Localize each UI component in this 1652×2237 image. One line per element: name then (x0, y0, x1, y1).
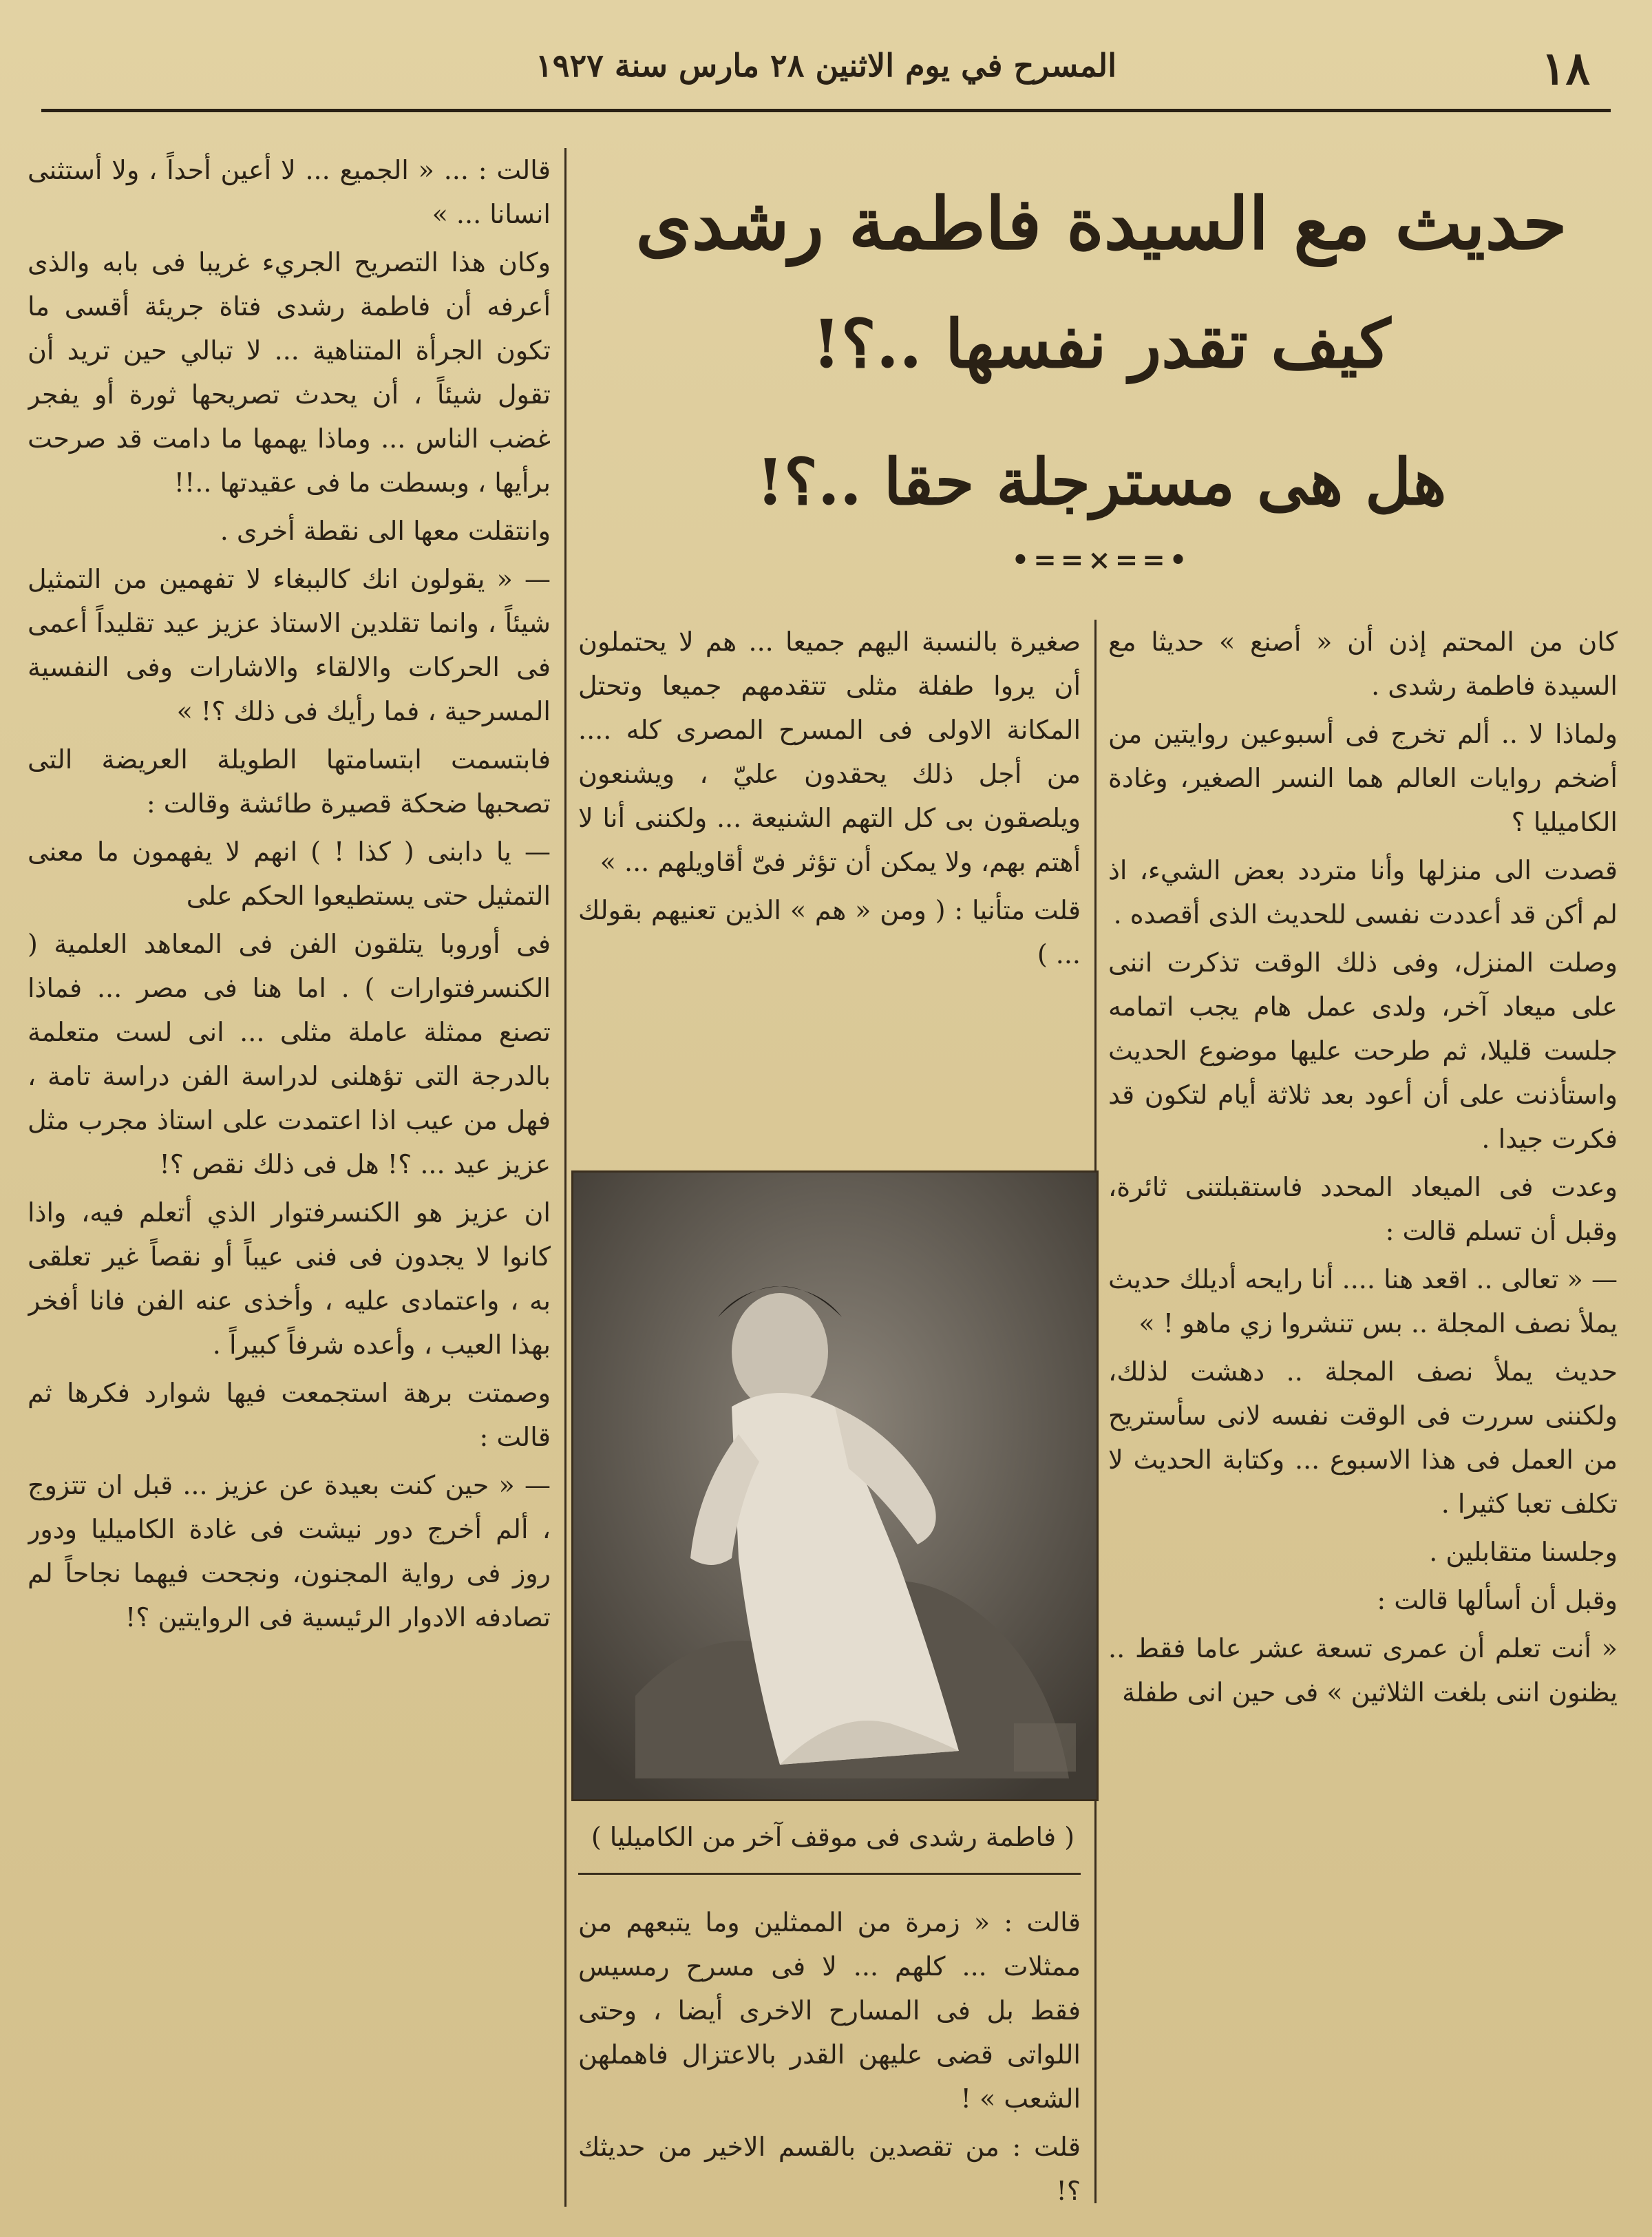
paragraph: ولماذا لا .. ألم تخرج فى أسبوعين روايتين من أضخم روايات العالم هما النسر الصغير، وغادة الكاميليا ؟ (1108, 719, 1618, 837)
paragraph: وجلسنا متقابلين . (1429, 1537, 1618, 1567)
middle-column-top (578, 620, 1081, 1115)
section-rule (578, 1873, 1081, 1875)
photo-caption: ( فاطمة رشدى فى موقف آخر من الكاميليا ) (591, 1822, 1075, 1852)
page-number: ١٨ (1541, 41, 1590, 95)
paragraph: قالت : ... « الجميع ... لا أعين أحداً ، ولا أستثنى انسانا ... » (28, 155, 551, 229)
paragraph: وقبل أن أسألها قالت : (1377, 1585, 1618, 1615)
paragraph: صغيرة بالنسبة اليهم جميعا ... هم لا يحتملون أن يروا طفلة مثلى تتقدمهم جميعا وتحتل المكانة الاولى فى المسرح المصرى كله .... من أجل ذلك يحقدون عليّ ، ويشنعون ويلصقون بى كل التهم الشنيعة ... ولكننى أنا لا أهتم بهم، ولا يمكن أن تؤثر فىّ أقاويلهم ... » (578, 627, 1081, 877)
paragraph: كان من المحتم إذن أن « أصنع » حديثا مع السيدة فاطمة رشدى . (1108, 627, 1618, 701)
paragraph: وصلت المنزل، وفى ذلك الوقت تذكرت اننى على ميعاد آخر، ولدى عمل هام يجب اتمامه جلست قليلا، ثم طرحت عليها موضوع الحديث واستأذنت على أن أعود بعد ثلاثة أيام لتكون قد فكرت جيدا . (1108, 947, 1618, 1154)
paragraph: قصدت الى منزلها وأنا متردد بعض الشيء، اذ لم أكن قد أعددت نفسى للحديث الذى أقصده . (1108, 855, 1618, 930)
paragraph: وعدت فى الميعاد المحدد فاستقبلتنى ثائرة، وقبل أن تسلم قالت : (1108, 1172, 1618, 1246)
ornament-divider: •==×==• (1011, 544, 1192, 576)
paragraph: — « حين كنت بعيدة عن عزيز ... قبل ان تتزوج ، ألم أخرج دور نيشت فى غادة الكاميليا ودور روز فى رواية المجنون، ونجحت فيهما نجاحاً لم تصادفه الادوار الرئيسية فى الروايتين ؟! (28, 1470, 551, 1632)
header-rule (41, 109, 1611, 112)
column-divider (564, 148, 566, 2207)
paragraph: وصمتت برهة استجمعت فيها شوارد فكرها ثم قالت : (28, 1378, 551, 1452)
paragraph: حديث يملأ نصف المجلة .. دهشت لذلك، ولكننى سررت فى الوقت نفسه لانى سأستريح من العمل فى هذا الاسبوع ... وكتابة الحديث لا تكلف تعبا كثيرا . (1108, 1356, 1618, 1519)
right-column (1108, 620, 1618, 2217)
paragraph: قالت : « زمرة من الممثلين وما يتبعهم من ممثلات ... كلهم ... لا فى مسرح رمسيس فقط بل فى المسارح الاخرى أيضا ، وحتى اللواتى قضى عليهن القدر بالاعتزال فاهملهن الشعب » ! (578, 1907, 1081, 2114)
paragraph: ان عزيز هو الكنسرفتوار الذي أتعلم فيه، واذا كانوا لا يجدون فى فنى عيباً أو نقصاً غير تعلقى به ، واعتمادى عليه ، وأخذى عنه الفن فانا أفخر بهذا العيب ، وأعده شرفاً كبيراً . (28, 1197, 551, 1360)
headline-line-1: حديث مع السيدة فاطمة رشدى (635, 181, 1567, 266)
paragraph: قلت متأنيا : ( ومن « هم » الذين تعنيهم بقولك ... ) (578, 895, 1081, 969)
paragraph: فابتسمت ابتسامتها الطويلة العريضة التى تصحبها ضحكة قصيرة طائشة وقالت : (28, 744, 551, 819)
paragraph: — يا دابنى ( كذا ! ) انهم لا يفهمون ما معنى التمثيل حتى يستطيعوا الحكم على (28, 837, 551, 911)
page-header (41, 41, 1611, 103)
article-headline (578, 172, 1624, 576)
headline-line-3: هل هى مسترجلة حقا ..؟! (756, 445, 1447, 519)
portrait-photo (571, 1170, 1099, 1801)
paragraph: « أنت تعلم أن عمرى تسعة عشر عاما فقط .. يظنون اننى بلغت الثلاثين » فى حين انى طفلة (1108, 1633, 1618, 1708)
paragraph: فى أوروبا يتلقون الفن فى المعاهد العلمية ( الكنسرفتوارات ) . اما هنا فى مصر ... فماذا تصنع ممثلة عاملة مثلى ... انى لست متعلمة بالدرجة التى تؤهلنى لدراسة الفن دراسة تامة ، فهل من عيب اذا اعتمدت على استاذ مجرب مثل عزيز عيد ... ؟! هل فى ذلك نقص ؟! (28, 929, 551, 1179)
paragraph: قلت : من تقصدين بالقسم الاخير من حديثك ؟! (578, 2132, 1081, 2206)
running-title: المسرح في يوم الاثنين ٢٨ مارس سنة ١٩٢٧ (536, 47, 1116, 84)
paragraph: — « يقولون انك كالببغاء لا تفهمين من التمثيل شيئاً ، وانما تقلدين الاستاذ عزيز عيد تقليداً أعمى فى الحركات والالقاء والاشارات وفى النفسية المسرحية ، فما رأيك فى ذلك ؟! » (28, 564, 551, 726)
left-column (28, 148, 551, 2207)
paragraph: وانتقلت معها الى نقطة أخرى . (220, 516, 551, 546)
portrait-illustration (573, 1173, 1097, 1799)
middle-column-bottom (578, 1900, 1081, 2217)
paragraph: — « تعالى .. اقعد هنا .... أنا رايحه أديلك حديث يملأ نصف المجلة .. بس تنشروا زي ماهو ! » (1108, 1264, 1618, 1338)
headline-line-2: كيف تقدر نفسها ..؟! (812, 305, 1391, 383)
paragraph: وكان هذا التصريح الجريء غريبا فى بابه والذى أعرفه أن فاطمة رشدى فتاة جريئة أقسى ما تكون الجرأة المتناهية ... لا تبالي حين تريد أن تقول شيئاً ، أن يحدث تصريحها ثورة أو يفجر غضب الناس ... وماذا يهمها ما دامت قد صرحت برأيها ، وبسطت ما فى عقيدتها ..!! (28, 247, 551, 498)
